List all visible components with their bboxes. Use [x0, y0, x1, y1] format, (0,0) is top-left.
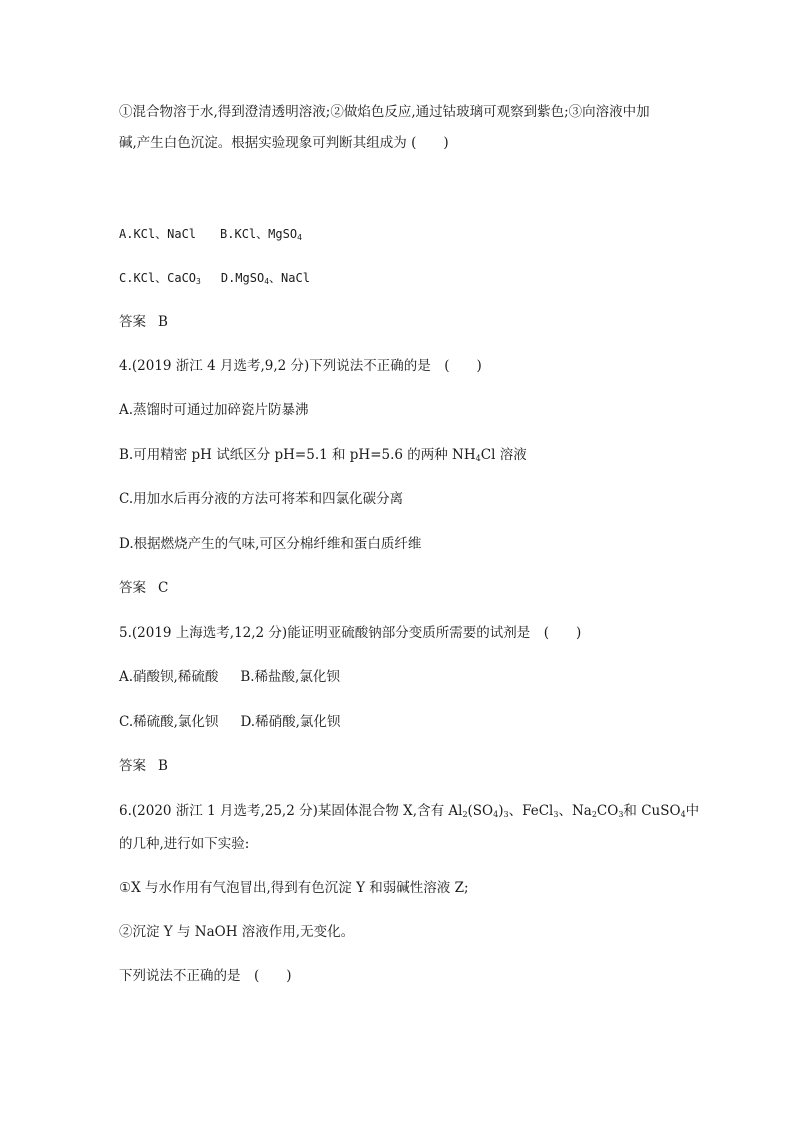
- q6-question: 下列说法不正确的是 ( ): [119, 968, 292, 984]
- q4-option-d: D.根据燃烧产生的气味,可区分棉纤维和蛋白质纤维: [119, 536, 422, 552]
- q4-answer: [119, 579, 699, 597]
- q6-stem-line1: 6.(2020 浙江 1 月选考,25,2 分)某固体混合物 X,含有 $Al_2(SO_4)_3$、FeCl$_3$、$Na_2CO_3$和 CuSO$_4$中: [119, 803, 700, 819]
- q3-stem-line2: 碱,产生白色沉淀。根据实验现象可判断其组成为 ( ): [119, 135, 449, 151]
- q6-step1: ①X 与水作用有气泡冒出,得到有色沉淀 Y 和弱碱性溶液 Z;: [119, 880, 469, 896]
- answer-label: 答案: [119, 314, 146, 330]
- answer-value: B: [158, 758, 168, 774]
- answer-label: 答案: [119, 758, 146, 774]
- q3-option-b: B.KCl、MgSO$_4$: [220, 227, 302, 242]
- q5-option-d: D.稀硝酸,氯化钡: [240, 714, 341, 730]
- q5-stem: 5.(2019 上海选考,12,2 分)能证明亚硫酸钠部分变质所需要的试剂是 ( ): [119, 625, 582, 641]
- q4-stem: 4.(2019 浙江 4 月选考,9,2 分)下列说法不正确的是 ( ): [119, 358, 482, 374]
- q6-step2: ②沉淀 Y 与 NaOH 溶液作用,无变化。: [119, 924, 355, 940]
- q5-option-c: C.稀硫酸,氯化钡: [119, 714, 219, 730]
- q3-options-ab: [119, 225, 699, 243]
- answer-label: 答案: [119, 580, 146, 596]
- q5-option-a: A.硝酸钡,稀硫酸: [119, 669, 219, 685]
- q3-option-d: D.MgSO$_4$、NaCl: [220, 271, 310, 286]
- q5-options-ab: [119, 668, 699, 686]
- q3-option-a: A.KCl、NaCl: [119, 227, 197, 241]
- q3-stem-line1: ①混合物溶于水,得到澄清透明溶液;②做焰色反应,通过钴玻璃可观察到紫色;③向溶液中加: [119, 104, 650, 120]
- q4-option-b: B.可用精密 pH 试纸区分 pH=5.1 和 pH=5.6 的两种 $NH_4Cl$ 溶液: [119, 447, 527, 463]
- answer-value: C: [158, 580, 169, 596]
- answer-value: B: [158, 314, 168, 330]
- q3-answer: [119, 313, 699, 331]
- q4-option-c: C.用加水后再分液的方法可将苯和四氯化碳分离: [119, 491, 404, 507]
- q3-options-cd: [119, 269, 699, 287]
- q5-option-b: B.稀盐酸,氯化钡: [240, 669, 340, 685]
- q4-option-a: A.蒸馏时可通过加碎瓷片防暴沸: [119, 402, 309, 418]
- q3-option-c: C.KCl、CaCO$_3$: [119, 271, 201, 286]
- q6-stem-line2: 的几种,进行如下实验:: [119, 836, 250, 852]
- q5-answer: [119, 757, 699, 775]
- q5-options-cd: [119, 713, 699, 731]
